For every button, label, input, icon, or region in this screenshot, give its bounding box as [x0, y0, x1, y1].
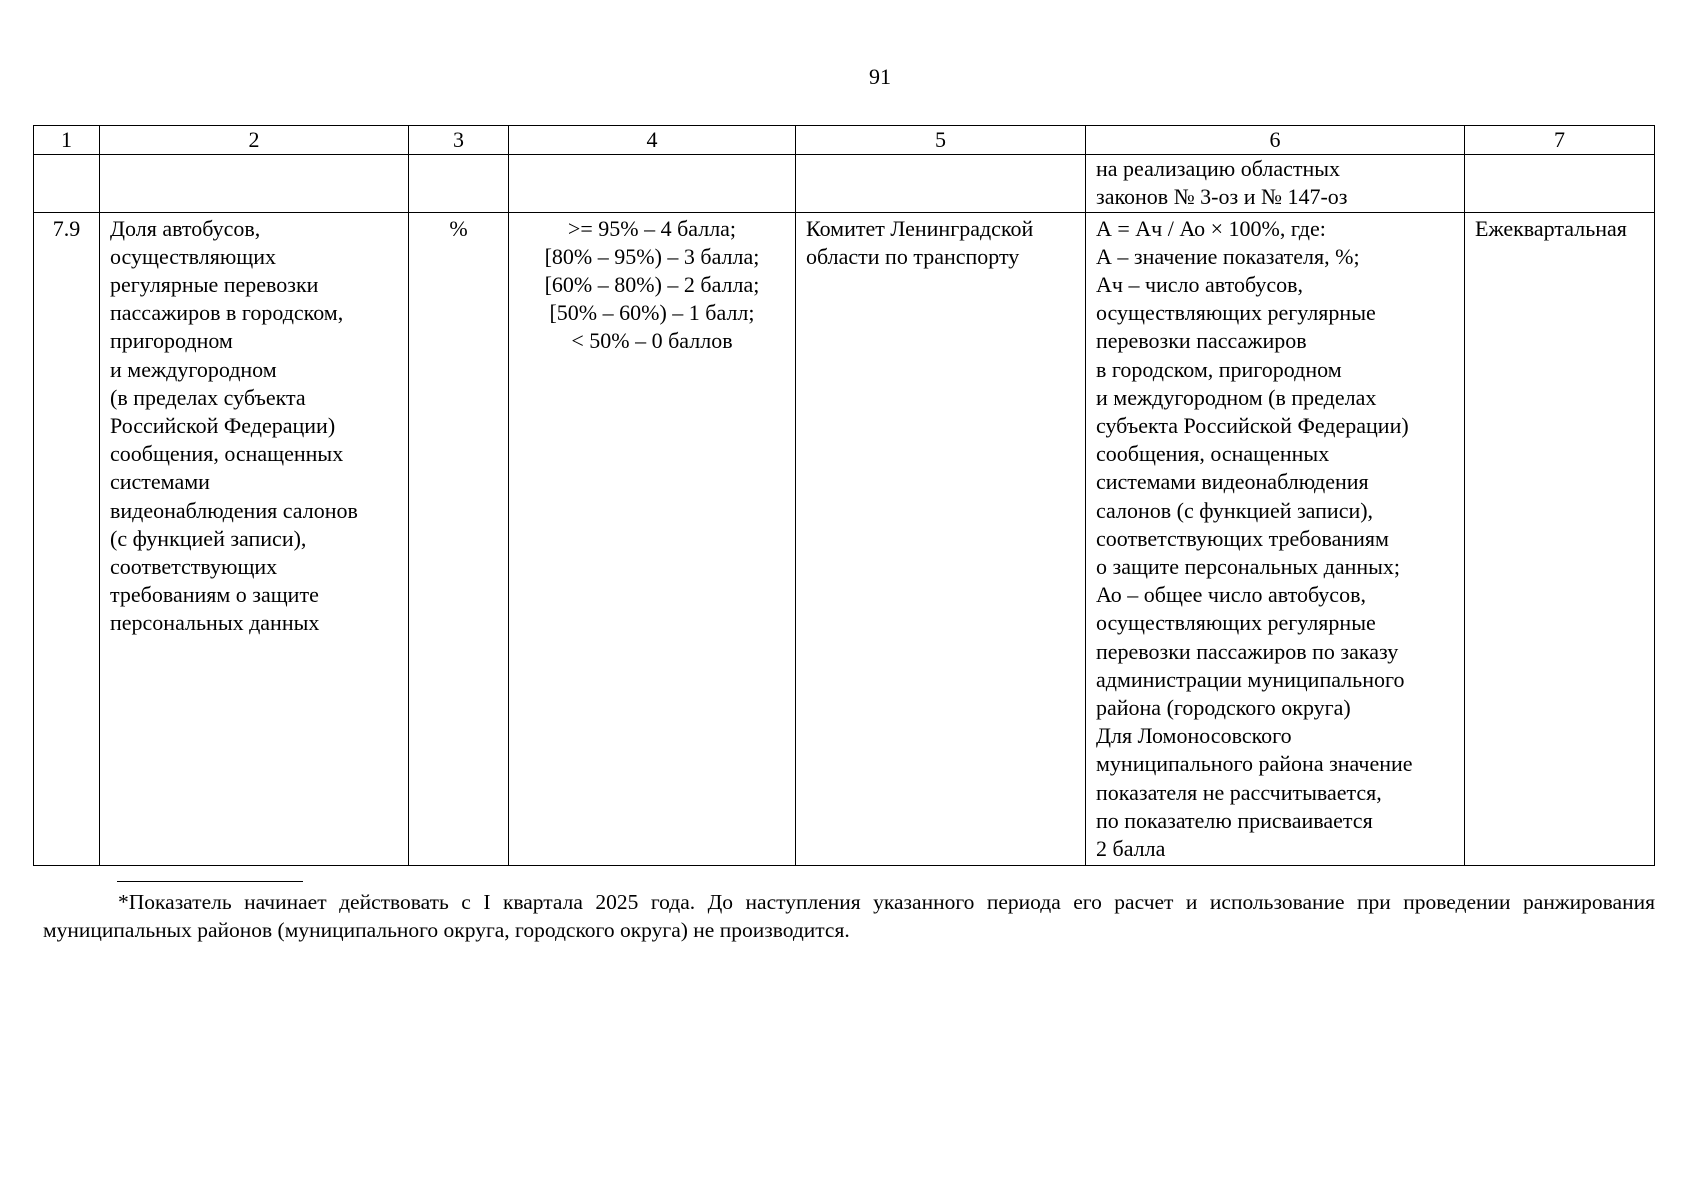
method-line: Для Ломоносовского	[1096, 723, 1292, 749]
method-cell	[1086, 212, 1465, 866]
method-line: показателя не рассчитывается,	[1096, 779, 1382, 805]
score-line: [50% – 60%) – 1 балл;	[549, 300, 755, 326]
footnote-separator	[117, 881, 303, 882]
name-line: Российской Федерации)	[110, 413, 336, 439]
name-line: пригородном	[110, 328, 233, 354]
method-line: по показателю присваивается	[1096, 807, 1373, 833]
method-line: сообщения, оснащенных	[1096, 441, 1330, 467]
score-line: < 50% – 0 баллов	[571, 328, 733, 354]
method-line: Ао – общее число автобусов,	[1096, 582, 1366, 608]
table-header-row	[34, 126, 1655, 155]
score-line: [80% – 95%) – 3 балла;	[544, 243, 760, 269]
score-line: >= 95% – 4 балла;	[567, 215, 737, 241]
method-line: администрации муниципального	[1096, 666, 1405, 692]
unit-cell: %	[409, 212, 509, 866]
method-line: 2 балла	[1096, 836, 1166, 862]
method-line: и междугородном (в пределах	[1096, 384, 1377, 410]
method-line: осуществляющих регулярные	[1096, 610, 1376, 636]
indicators-table	[33, 125, 1655, 866]
header-cell-6: 6	[1086, 126, 1465, 155]
name-line: видеонаблюдения салонов	[110, 497, 358, 523]
name-line: Доля автобусов,	[110, 215, 261, 241]
periodicity-cell: Ежеквартальная	[1465, 212, 1655, 866]
name-line: и междугородном	[110, 356, 277, 382]
method-line: системами видеонаблюдения	[1096, 469, 1369, 495]
method-line: А – значение показателя, %;	[1096, 243, 1360, 269]
method-line: района (городского округа)	[1096, 695, 1351, 721]
empty-cell	[1465, 155, 1655, 212]
name-line: (в пределах субъекта	[110, 384, 306, 410]
method-line: осуществляющих регулярные	[1096, 300, 1376, 326]
header-cell-3: 3	[409, 126, 509, 155]
method-line: субъекта Российской Федерации)	[1096, 413, 1409, 439]
responsible-line: области по транспорту	[806, 243, 1020, 269]
empty-cell	[796, 155, 1086, 212]
table-row-7-9	[34, 212, 1655, 866]
empty-cell	[509, 155, 796, 212]
empty-cell	[409, 155, 509, 212]
name-line: осуществляющих	[110, 243, 276, 269]
scoring-cell	[509, 212, 796, 866]
score-line: [60% – 80%) – 2 балла;	[544, 272, 760, 298]
method-line: муниципального района значение	[1096, 751, 1413, 777]
header-cell-4: 4	[509, 126, 796, 155]
page-number: 91	[869, 64, 891, 89]
name-line: пассажиров в городском,	[110, 300, 344, 326]
method-line: соответствующих требованиям	[1096, 525, 1389, 551]
name-line: соответствующих	[110, 554, 278, 580]
method-line: законов № 3-оз и № 147-оз	[1096, 184, 1348, 210]
responsible-cell	[796, 212, 1086, 866]
table-row-continuation	[34, 155, 1655, 212]
name-line: сообщения, оснащенных	[110, 441, 344, 467]
method-line: перевозки пассажиров	[1096, 328, 1307, 354]
method-line: в городском, пригородном	[1096, 356, 1342, 382]
name-line: (с функцией записи),	[110, 525, 307, 551]
method-line: Ач – число автобусов,	[1096, 272, 1303, 298]
empty-cell	[34, 155, 100, 212]
method-line: на реализацию областных	[1096, 156, 1341, 182]
indicator-name-cell	[100, 212, 409, 866]
row-number-cell: 7.9	[34, 212, 100, 866]
header-cell-5: 5	[796, 126, 1086, 155]
method-line: о защите персональных данных;	[1096, 554, 1401, 580]
method-line: А = Ач / Ао × 100%, где:	[1096, 215, 1326, 241]
empty-cell	[100, 155, 409, 212]
name-line: системами	[110, 469, 210, 495]
method-line: салонов (с функцией записи),	[1096, 497, 1374, 523]
name-line: персональных данных	[110, 610, 320, 636]
name-line: регулярные перевозки	[110, 272, 319, 298]
footnote-text: *Показатель начинает действовать с I квартала 2025 года. До наступления указанного периода его расчет и использование при проведении ранжирования муниципальных районов (муниципального округа, городского округа) не производится.	[43, 890, 1655, 942]
responsible-line: Комитет Ленинградской	[806, 215, 1034, 241]
header-cell-1: 1	[34, 126, 100, 155]
method-line: перевозки пассажиров по заказу	[1096, 638, 1399, 664]
header-cell-7: 7	[1465, 126, 1655, 155]
name-line: требованиям о защите	[110, 582, 319, 608]
continuation-method-cell	[1086, 155, 1465, 212]
header-cell-2: 2	[100, 126, 409, 155]
